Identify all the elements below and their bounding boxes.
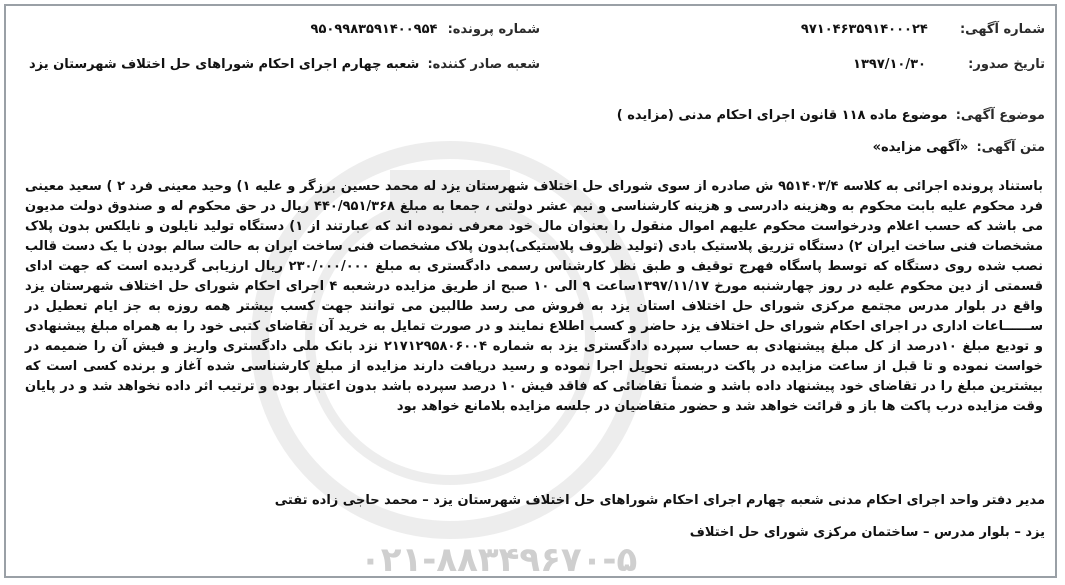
notice-body: باستناد پرونده اجرائی به کلاسه ۹۵۱۴۰۳/۴ ش صادره از سوی شورای حل اختلاف شهرستان یزد له محمد حسین برزگر و علیه ۱) وحید معینی فرد ۲ ) سعید معینی فرد محکوم علیه بابت محکوم به وهزینه دادرسی و هزینه کارشناسی و نیم عشر دولتی ، جمعا به مبلغ ۴۴۰/۹۵۱/۳۶۸ ریال در حق محکوم له و صندوق دولت مدیون می باشد که حسب اعلام ودرخواست محکوم علیهم اموال منقول را بعنوان مال خود معرفی نموده اند که عبارتند از ۱) دستگاه تولید نایلون و نایلکس بدون پلاک مشخصات فنی ساخت ایران ۲) دستگاه تزریق پلاستیک بادی (تولید ظروف پلاستیکی)بدون پلاک مشخصات فنی ساخت ایران به حالت سالم بودن با یک دست قالب نصب شده روی دستگاه که توسط پاسگاه فهرج توقیف و طبق نظر کارشناس رسمی دادگستری به مبلغ ۲۳۰/۰۰۰/۰۰۰ ریال ارزیابی گردیده است که جهت ادای قسمتی از دین محکوم علیه در روز چهارشنبه مورخ ۱۳۹۷/۱۱/۱۷ساعت ۹ الی ۱۰ صبح از طریق مزایده درشعبه ۴ اجرای احکام شورای حل اختلاف شهرستان یزد واقع در بلوار مدرس مجتمع مرکزی شورای حل اختلاف استان یزد به فروش می رسد طالبین می توانند جهت کسب بیشتر همه روزه به جز ایام تعطیل در ســــــاعات اداری در اجرای احکام شورای حل اختلاف یزد حاضر و کسب اطلاع نمایند و در صورت تمایل به خرید آن تقاضای کتبی خود را به همراه مبلغ پیشنهادی و تودیع مبلغ ۱۰درصد از کل مبلغ پیشنهادی به حساب سپرده دادگستری یزد به شماره ۲۱۷۱۲۹۵۸۰۶۰۰۴ نزد بانک ملی دادگستری واریز و فیش آن را ضمیمه در خواست نموده و تا قبل از ساعت مزایده در پاکت دربسته تحویل اجرا نموده و رسید دریافت دارند مزایده از مبلغ کارشناسی شده آغاز و برنده کسی است که بیشترین مبلغ را در تقاضای خود پیشنهاد داده باشد و ضمناً تقاضائی که فاقد فیش ۱۰ درصد سپرده باشد بدون اعتبار بوده و ترتیب اثر داده نخواهد شد و در پایان وقت مزایده درب پاکت ها باز و قرائت خواهد شد و حضور متقاضیان در جلسه مزایده بلامانع خواهد بود [25,179,1044,414]
file-number-value: ۹۵۰۹۹۸۳۵۹۱۴۰۰۹۵۴ [310,22,438,37]
text-heading-row [873,140,1045,155]
signature-line [275,493,1045,508]
subject-value: موضوع ماده ۱۱۸ قانون اجرای احکام مدنی (مزایده ) [616,108,948,123]
notice-number-value: ۹۷۱۰۴۶۳۵۹۱۴۰۰۰۲۴ [800,22,928,37]
signature-text: مدیر دفتر واحد اجرای احکام مدنی شعبه چهارم اجرای احکام شوراهای حل اختلاف شهرستان یزد – محمد حاجی زاده تفتی [274,493,1045,508]
notice-number-label: شماره آگهی: [959,22,1045,37]
watermark-phone: ۰۲۱-۸۸۳۴۹۶۷۰-۵ [360,540,638,580]
issue-date-label: تاریخ صدور: [968,57,1045,72]
issuer-value: شعبه چهارم اجرای احکام شوراهای حل اختلاف شهرستان یزد [28,57,420,72]
text-heading-label: متن آگهی: [976,140,1045,155]
address-line [690,525,1045,540]
subject-row [617,108,1045,123]
subject-label: موضوع آگهی: [955,108,1045,123]
address-text: یزد – بلوار مدرس – ساختمان مرکزی شورای حل اختلاف [689,525,1045,540]
file-number-row [311,22,540,37]
issuer-row [29,57,540,72]
issue-date-row [853,57,1045,72]
text-heading-value: «آگهی مزایده» [872,140,969,155]
issue-date-value: ۱۳۹۷/۱۰/۳۰ [853,57,926,72]
issuer-label: شعبه صادر کننده: [427,57,540,72]
notice-number-row [801,22,1045,37]
file-number-label: شماره پرونده: [447,22,540,37]
